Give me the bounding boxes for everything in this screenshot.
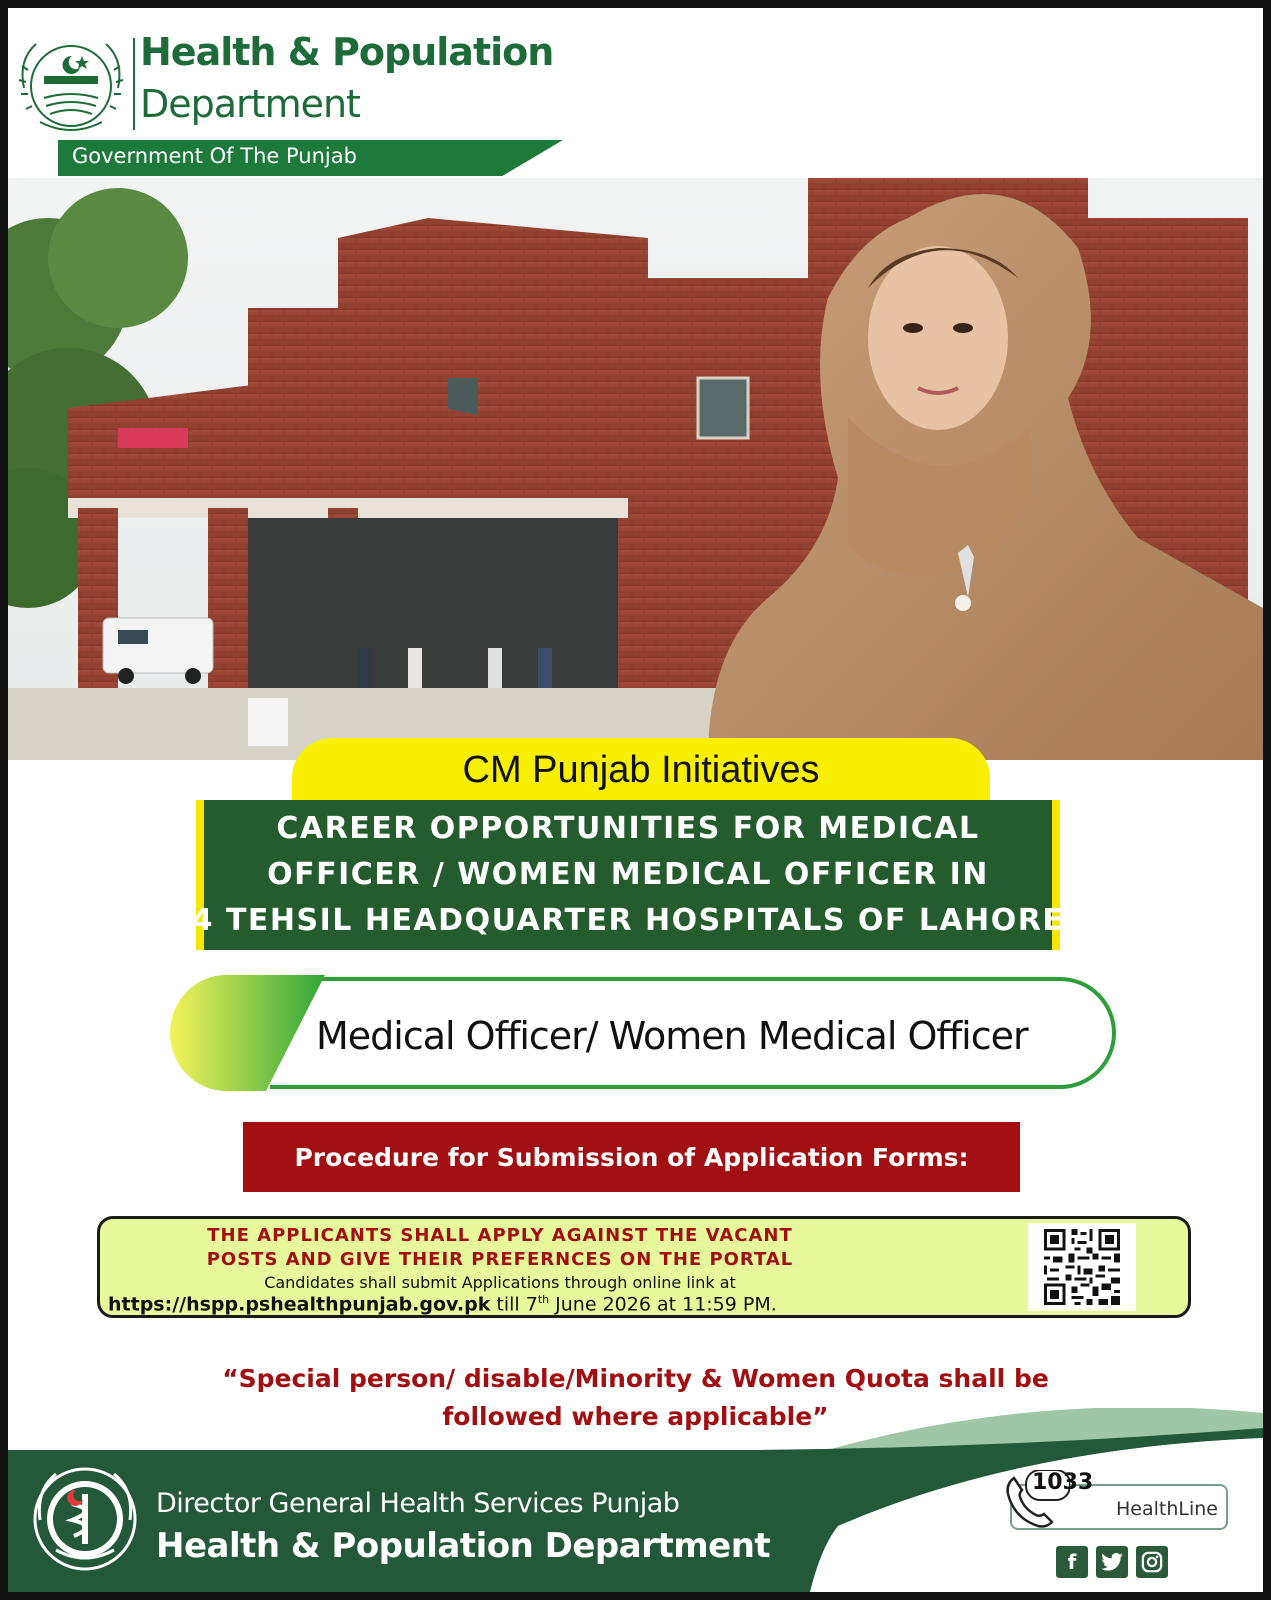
portal-link[interactable]: https://hspp.pshealthpunjab.gov.pk [108,1293,491,1316]
ordinal-suffix: th [537,1293,550,1306]
instagram-icon[interactable] [1136,1546,1168,1578]
initiative-badge [292,738,990,802]
deadline-line [108,1293,777,1315]
title-line-1: CAREER OPPORTUNITIES FOR MEDICAL [276,811,980,846]
twitter-icon[interactable] [1096,1546,1128,1578]
helpline-label: HealthLine [1116,1498,1218,1520]
title-line-2: OFFICER / WOMEN MEDICAL OFFICER IN [267,857,989,892]
qr-code-icon[interactable] [1028,1223,1136,1311]
footer-department: Health & Population Department [156,1526,771,1566]
procedure-heading: Procedure for Submission of Application Forms: [294,1142,969,1172]
procedure-heading-bar [243,1122,1020,1192]
government-label: Government Of The Punjab [72,144,357,168]
helpline-number[interactable]: 1033 [1032,1470,1094,1495]
position-title: Medical Officer/ Women Medical Officer [316,1014,1028,1058]
department-subtitle: Department [140,82,360,126]
initiative-text: CM Punjab Initiatives [462,748,820,791]
department-title: Health & Population [140,30,554,74]
apply-instruction-line-2: POSTS AND GIVE THEIR PREFERNCES ON THE PORTAL [206,1249,794,1270]
header-divider [133,38,135,130]
career-title-box [191,800,1065,950]
till-text: till 7 [490,1293,538,1316]
title-line-3: 4 TEHSIL HEADQUARTER HOSPITALS OF LAHORE [191,903,1065,938]
hospital-photo [8,178,1263,760]
quota-note-line-2: followed where applicable” [442,1402,829,1431]
footer-director-general: Director General Health Services Punjab [156,1488,680,1519]
facebook-icon[interactable]: f [1056,1546,1088,1578]
quota-note-line-1: “Special person/ disable/Minority & Women Quota shall be [222,1364,1049,1393]
online-submission-note: Candidates shall submit Applications through online link at [264,1273,736,1292]
health-caduceus-emblem-icon [26,1460,144,1578]
application-info-box [97,1216,1191,1318]
punjab-emblem-icon [14,30,128,140]
apply-instruction-line-1: THE APPLICANTS SHALL APPLY AGAINST THE VACANT [207,1225,793,1246]
deadline-text: June 2026 at 11:59 PM. [549,1293,777,1316]
